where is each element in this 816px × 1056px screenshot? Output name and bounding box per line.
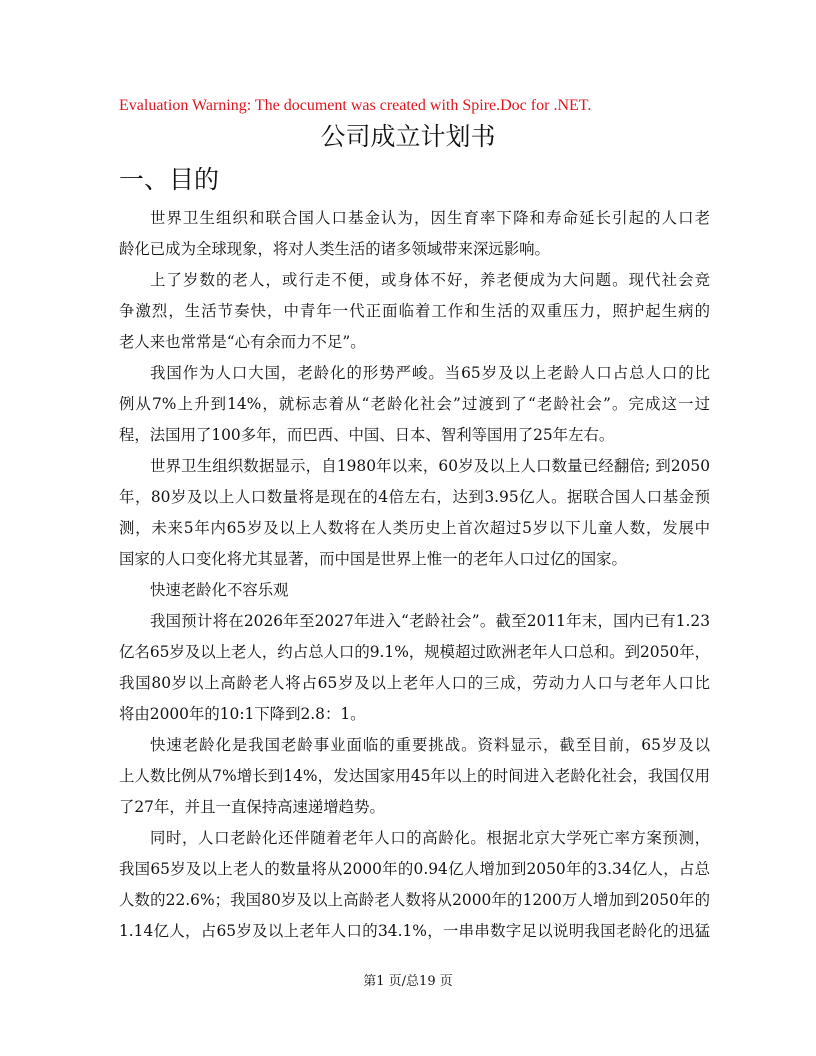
paragraph-line: 快速老龄化不容乐观	[150, 581, 289, 599]
paragraph-line: 上了岁数的老人，或行走不便，或身体不好，养老便成为大问题。现代社会竞	[150, 271, 710, 289]
paragraph-line: 人数的22.6%；我国80岁及以上高龄老人数将从2000年的1200万人增加到2050年的	[119, 891, 710, 909]
paragraph	[119, 203, 710, 265]
paragraph-line: 测，未来5年内65岁及以上人数将在人类历史上首次超过5岁以下儿童人数，发展中	[119, 519, 710, 537]
paragraph-line: 上人数比例从7%增长到14%，发达国家用45年以上的时间进入老龄化社会，我国仅用	[119, 767, 710, 785]
paragraph-line: 我国80岁以上高龄老人将占65岁及以上老年人口的三成，劳动力人口与老年人口比	[119, 674, 710, 692]
paragraph	[119, 451, 710, 575]
paragraph-line: 世界卫生组织和联合国人口基金认为，因生育率下降和寿命延长引起的人口老	[150, 209, 710, 227]
paragraph	[119, 358, 710, 451]
paragraph	[119, 730, 710, 823]
paragraph	[119, 265, 710, 358]
document-title: 公司成立计划书	[320, 122, 496, 151]
paragraph-line: 同时，人口老龄化还伴随着老年人口的高龄化。根据北京大学死亡率方案预测，	[150, 829, 710, 847]
paragraph-line: 亿名65岁及以上老人，约占总人口的9.1%，规模超过欧洲老年人口总和。到2050年，	[119, 643, 710, 661]
paragraph-line: 争激烈，生活节奏快，中青年一代正面临着工作和生活的双重压力，照护起生病的	[119, 302, 710, 320]
paragraph-line: 1.14亿人，占65岁及以上老年人口的34.1%，一串串数字足以说明我国老龄化的迅猛	[119, 922, 710, 940]
page-footer: 第1 页/总19 页	[363, 974, 453, 989]
paragraph-line: 国家的人口变化将尤其显著，而中国是世界上惟一的老年人口过亿的国家。	[119, 550, 627, 568]
paragraph-line: 我国预计将在2026年至2027年进入“老龄社会”。截至2011年末，国内已有1.23	[150, 612, 710, 630]
document-body	[119, 203, 710, 947]
paragraph-line: 我国作为人口大国，老龄化的形势严峻。当65岁及以上老龄人口占总人口的比	[150, 364, 710, 382]
paragraph-line: 我国65岁及以上老人的数量将从2000年的0.94亿人增加到2050年的3.34亿人，占总	[119, 860, 710, 878]
paragraph-line: 世界卫生组织数据显示，自1980年以来，60岁及以上人口数量已经翻倍; 到2050	[150, 457, 710, 475]
section-heading: 一、目的	[119, 165, 220, 194]
paragraph-line: 程，法国用了100多年，而巴西、中国、日本、智利等国用了25年左右。	[119, 426, 615, 444]
paragraph	[119, 575, 710, 606]
paragraph-line: 例从7%上升到14%，就标志着从“老龄化社会”过渡到了“老龄社会”。完成这一过	[119, 395, 710, 413]
paragraph-line: 了27年，并且一直保持高速递增趋势。	[119, 798, 385, 816]
paragraph	[119, 606, 710, 730]
paragraph	[119, 823, 710, 947]
paragraph-line: 快速老龄化是我国老龄事业面临的重要挑战。资料显示，截至目前，65岁及以	[150, 736, 710, 754]
paragraph-line: 将由2000年的10:1下降到2.8：1。	[119, 705, 366, 723]
paragraph-line: 龄化已成为全球现象，将对人类生活的诸多领域带来深远影响。	[119, 240, 550, 258]
paragraph-line: 老人来也常常是“心有余而力不足”。	[119, 333, 366, 351]
evaluation-warning: Evaluation Warning: The document was created with Spire.Doc for .NET.	[119, 97, 592, 114]
paragraph-line: 年，80岁及以上人口数量将是现在的4倍左右，达到3.95亿人。据联合国人口基金预	[119, 488, 710, 506]
